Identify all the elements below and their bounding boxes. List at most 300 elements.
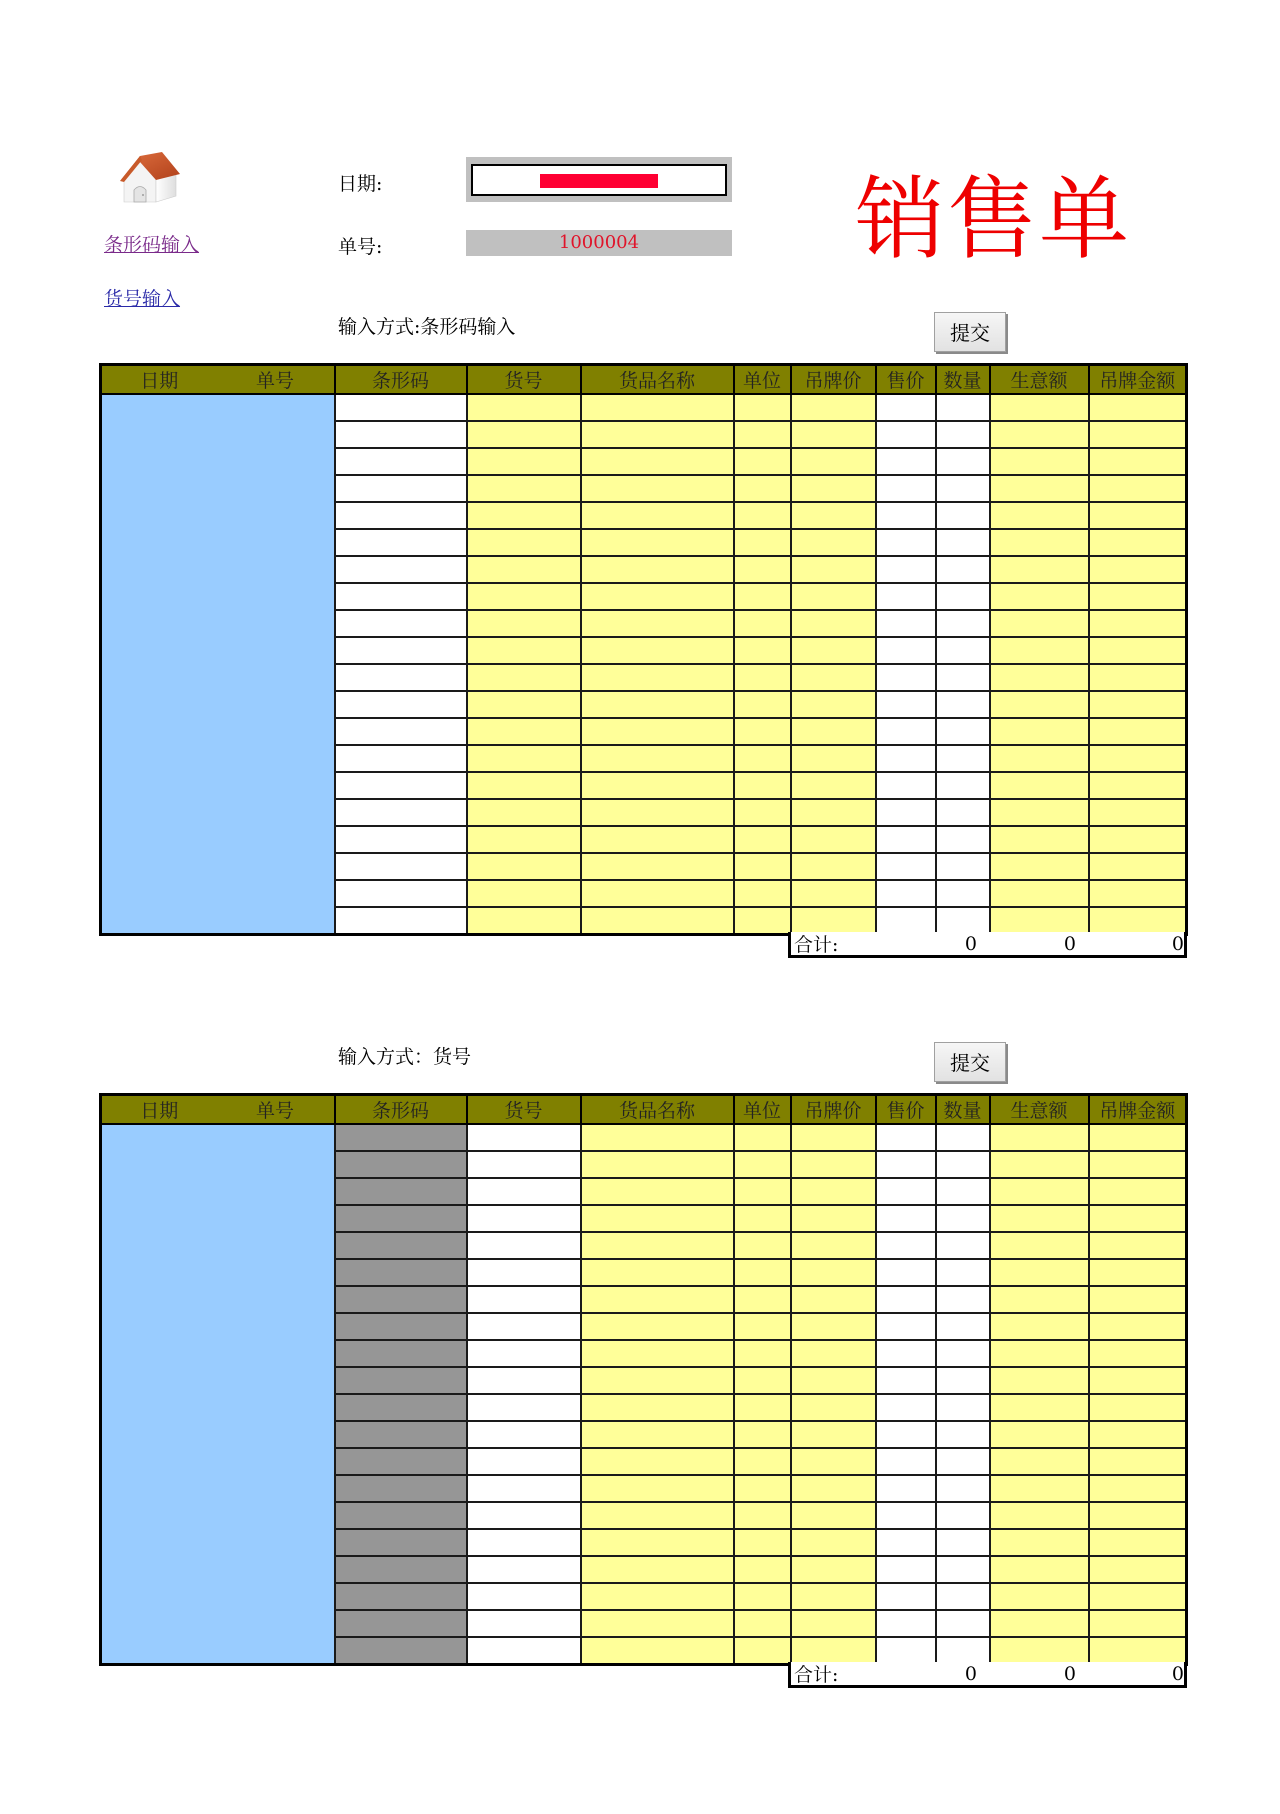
cell-item-name (581, 1610, 734, 1637)
cell-tag-price (791, 1448, 876, 1475)
cell-sale-price[interactable] (876, 1178, 936, 1205)
cell-item-name (581, 1583, 734, 1610)
cell-item-no (467, 529, 581, 556)
cell-sale-price[interactable] (876, 1610, 936, 1637)
cell-item-no (467, 475, 581, 502)
cell-barcode[interactable] (335, 718, 467, 745)
cell-quantity[interactable] (936, 1421, 990, 1448)
cell-item-name (581, 1637, 734, 1665)
cell-barcode[interactable] (335, 394, 467, 421)
cell-sale-price[interactable] (876, 745, 936, 772)
date-field[interactable] (471, 164, 727, 196)
cell-tag-amount (1089, 394, 1187, 421)
cell-sales-amount (990, 475, 1089, 502)
cell-item-no[interactable] (467, 1286, 581, 1313)
cell-quantity[interactable] (936, 1475, 990, 1502)
cell-sale-price[interactable] (876, 1583, 936, 1610)
cell-sales-amount (990, 394, 1089, 421)
cell-sale-price[interactable] (876, 610, 936, 637)
date-order-readonly-block (101, 394, 335, 935)
cell-quantity[interactable] (936, 1448, 990, 1475)
cell-sales-amount (990, 1556, 1089, 1583)
cell-item-name (581, 556, 734, 583)
cell-item-no (467, 691, 581, 718)
cell-item-no (467, 907, 581, 935)
cell-sale-price[interactable] (876, 1556, 936, 1583)
cell-item-no[interactable] (467, 1529, 581, 1556)
cell-sale-price[interactable] (876, 853, 936, 880)
col-item-no: 货号 (467, 365, 581, 395)
date-field-frame (466, 157, 732, 202)
cell-sale-price[interactable] (876, 718, 936, 745)
cell-sale-price[interactable] (876, 691, 936, 718)
cell-item-no (467, 745, 581, 772)
cell-barcode[interactable] (335, 421, 467, 448)
cell-tag-price (791, 799, 876, 826)
cell-quantity[interactable] (936, 853, 990, 880)
cell-sales-amount (990, 1232, 1089, 1259)
cell-sale-price[interactable] (876, 1502, 936, 1529)
cell-sale-price[interactable] (876, 421, 936, 448)
cell-quantity[interactable] (936, 529, 990, 556)
cell-tag-amount (1089, 1421, 1187, 1448)
cell-item-no[interactable] (467, 1556, 581, 1583)
cell-tag-price (791, 394, 876, 421)
cell-item-no (467, 502, 581, 529)
cell-sale-price[interactable] (876, 1637, 936, 1665)
cell-quantity[interactable] (936, 1529, 990, 1556)
cell-item-no (467, 718, 581, 745)
cell-quantity[interactable] (936, 637, 990, 664)
cell-item-name (581, 1151, 734, 1178)
total-sales-amount: 0 (1063, 1662, 1076, 1685)
cell-sale-price[interactable] (876, 1313, 936, 1340)
cell-sale-price[interactable] (876, 1421, 936, 1448)
cell-sale-price[interactable] (876, 556, 936, 583)
cell-quantity[interactable] (936, 1178, 990, 1205)
col-item-name: 货品名称 (581, 365, 734, 395)
cell-tag-amount (1089, 772, 1187, 799)
cell-barcode[interactable] (335, 691, 467, 718)
cell-item-name (581, 1394, 734, 1421)
cell-item-name (581, 529, 734, 556)
cell-item-name (581, 1124, 734, 1151)
cell-quantity[interactable] (936, 502, 990, 529)
cell-unit (734, 1475, 791, 1502)
cell-barcode[interactable] (335, 907, 467, 935)
cell-tag-price (791, 1421, 876, 1448)
cell-sales-amount (990, 1259, 1089, 1286)
cell-barcode[interactable] (335, 799, 467, 826)
cell-unit (734, 772, 791, 799)
cell-sale-price[interactable] (876, 907, 936, 935)
cell-item-no[interactable] (467, 1502, 581, 1529)
submit-button-1[interactable]: 提交 (934, 312, 1006, 352)
cell-tag-amount (1089, 853, 1187, 880)
cell-tag-price (791, 1151, 876, 1178)
cell-item-no[interactable] (467, 1340, 581, 1367)
cell-quantity[interactable] (936, 1124, 990, 1151)
cell-sales-amount (990, 1502, 1089, 1529)
cell-tag-price (791, 1475, 876, 1502)
cell-item-name (581, 1205, 734, 1232)
cell-quantity[interactable] (936, 826, 990, 853)
cell-item-no[interactable] (467, 1259, 581, 1286)
cell-item-no[interactable] (467, 1151, 581, 1178)
cell-unit (734, 1448, 791, 1475)
cell-barcode (335, 1367, 467, 1394)
cell-barcode (335, 1610, 467, 1637)
cell-sale-price[interactable] (876, 664, 936, 691)
cell-tag-amount (1089, 1205, 1187, 1232)
cell-sale-price[interactable] (876, 1475, 936, 1502)
cell-sales-amount (990, 853, 1089, 880)
cell-barcode (335, 1421, 467, 1448)
cell-sales-amount (990, 1610, 1089, 1637)
cell-unit (734, 421, 791, 448)
cell-tag-price (791, 772, 876, 799)
cell-sale-price[interactable] (876, 1394, 936, 1421)
totals-row-1 (788, 932, 1187, 958)
cell-item-name (581, 691, 734, 718)
cell-tag-price (791, 664, 876, 691)
cell-sales-amount (990, 772, 1089, 799)
cell-quantity[interactable] (936, 394, 990, 421)
submit-button-2[interactable]: 提交 (934, 1042, 1006, 1082)
home-icon[interactable] (116, 148, 182, 206)
cell-quantity[interactable] (936, 1583, 990, 1610)
cell-sales-amount (990, 1637, 1089, 1665)
cell-unit (734, 1367, 791, 1394)
cell-sale-price[interactable] (876, 1259, 936, 1286)
cell-sale-price[interactable] (876, 772, 936, 799)
cell-item-no (467, 583, 581, 610)
col-tag-amount: 吊牌金额 (1089, 1095, 1187, 1125)
cell-tag-amount (1089, 556, 1187, 583)
cell-sale-price[interactable] (876, 799, 936, 826)
cell-item-name (581, 448, 734, 475)
table-header-row (101, 1095, 1187, 1125)
order-no-label: 单号: (338, 236, 383, 258)
cell-sale-price[interactable] (876, 394, 936, 421)
totals-label: 合计: (794, 1664, 839, 1686)
cell-tag-price (791, 1610, 876, 1637)
cell-item-name (581, 907, 734, 935)
cell-unit (734, 637, 791, 664)
cell-tag-amount (1089, 826, 1187, 853)
cell-sales-amount (990, 502, 1089, 529)
cell-item-no (467, 799, 581, 826)
cell-tag-amount (1089, 907, 1187, 935)
cell-item-no[interactable] (467, 1124, 581, 1151)
cell-unit (734, 1232, 791, 1259)
cell-barcode[interactable] (335, 745, 467, 772)
cell-quantity[interactable] (936, 475, 990, 502)
cell-quantity[interactable] (936, 772, 990, 799)
cell-item-name (581, 637, 734, 664)
col-unit: 单位 (734, 365, 791, 395)
total-sales-amount: 0 (1063, 932, 1076, 955)
cell-sale-price[interactable] (876, 1205, 936, 1232)
total-tag-amount: 0 (1171, 1662, 1184, 1685)
cell-item-name (581, 1367, 734, 1394)
cell-barcode (335, 1205, 467, 1232)
cell-item-no (467, 826, 581, 853)
cell-unit (734, 799, 791, 826)
cell-unit (734, 1178, 791, 1205)
cell-item-no[interactable] (467, 1421, 581, 1448)
cell-barcode[interactable] (335, 610, 467, 637)
cell-sale-price[interactable] (876, 1124, 936, 1151)
col-barcode: 条形码 (335, 1095, 467, 1125)
cell-item-name (581, 1340, 734, 1367)
cell-barcode (335, 1394, 467, 1421)
cell-tag-price (791, 853, 876, 880)
cell-tag-price (791, 1340, 876, 1367)
cell-unit (734, 1205, 791, 1232)
cell-tag-price (791, 1205, 876, 1232)
cell-quantity[interactable] (936, 799, 990, 826)
cell-unit (734, 1313, 791, 1340)
cell-barcode[interactable] (335, 583, 467, 610)
cell-barcode[interactable] (335, 664, 467, 691)
cell-unit (734, 1394, 791, 1421)
cell-unit (734, 880, 791, 907)
col-unit: 单位 (734, 1095, 791, 1125)
cell-quantity[interactable] (936, 1232, 990, 1259)
cell-sale-price[interactable] (876, 502, 936, 529)
cell-sale-price[interactable] (876, 475, 936, 502)
cell-unit (734, 826, 791, 853)
cell-tag-price (791, 718, 876, 745)
cell-unit (734, 1259, 791, 1286)
cell-unit (734, 1502, 791, 1529)
cell-tag-price (791, 529, 876, 556)
cell-unit (734, 556, 791, 583)
cell-tag-price (791, 502, 876, 529)
cell-sales-amount (990, 421, 1089, 448)
cell-unit (734, 1340, 791, 1367)
cell-sale-price[interactable] (876, 1232, 936, 1259)
cell-barcode (335, 1529, 467, 1556)
cell-unit (734, 1124, 791, 1151)
cell-sales-amount (990, 826, 1089, 853)
table-header-row (101, 365, 1187, 395)
cell-barcode[interactable] (335, 529, 467, 556)
cell-barcode (335, 1286, 467, 1313)
cell-quantity[interactable] (936, 1556, 990, 1583)
cell-barcode (335, 1448, 467, 1475)
cell-item-name (581, 1259, 734, 1286)
cell-quantity[interactable] (936, 1637, 990, 1665)
cell-sales-amount (990, 1394, 1089, 1421)
cell-tag-amount (1089, 448, 1187, 475)
barcode-input-link[interactable]: 条形码输入 (104, 234, 200, 256)
cell-tag-amount (1089, 637, 1187, 664)
cell-sale-price[interactable] (876, 583, 936, 610)
cell-sales-amount (990, 1583, 1089, 1610)
cell-tag-price (791, 1502, 876, 1529)
cell-tag-amount (1089, 610, 1187, 637)
cell-tag-amount (1089, 1394, 1187, 1421)
col-date: 日期 (101, 1095, 217, 1125)
cell-sale-price[interactable] (876, 529, 936, 556)
cell-quantity[interactable] (936, 664, 990, 691)
cell-unit (734, 610, 791, 637)
col-tag-price: 吊牌价 (791, 1095, 876, 1125)
cell-sale-price[interactable] (876, 1340, 936, 1367)
cell-item-no (467, 448, 581, 475)
cell-quantity[interactable] (936, 745, 990, 772)
cell-tag-price (791, 1286, 876, 1313)
cell-item-no[interactable] (467, 1232, 581, 1259)
cell-unit (734, 394, 791, 421)
cell-barcode (335, 1583, 467, 1610)
cell-quantity[interactable] (936, 1394, 990, 1421)
cell-quantity[interactable] (936, 1367, 990, 1394)
cell-item-no[interactable] (467, 1205, 581, 1232)
cell-quantity[interactable] (936, 583, 990, 610)
cell-sales-amount (990, 1178, 1089, 1205)
cell-barcode[interactable] (335, 880, 467, 907)
cell-item-name (581, 772, 734, 799)
cell-item-no[interactable] (467, 1313, 581, 1340)
cell-quantity[interactable] (936, 610, 990, 637)
cell-quantity[interactable] (936, 1340, 990, 1367)
cell-item-name (581, 1232, 734, 1259)
cell-item-no (467, 664, 581, 691)
cell-sales-amount (990, 691, 1089, 718)
cell-item-name (581, 394, 734, 421)
cell-item-no[interactable] (467, 1583, 581, 1610)
cell-tag-amount (1089, 799, 1187, 826)
cell-quantity[interactable] (936, 1502, 990, 1529)
cell-barcode[interactable] (335, 772, 467, 799)
cell-tag-amount (1089, 502, 1187, 529)
cell-item-no[interactable] (467, 1394, 581, 1421)
cell-barcode (335, 1340, 467, 1367)
cell-barcode[interactable] (335, 448, 467, 475)
cell-quantity[interactable] (936, 1259, 990, 1286)
cell-sale-price[interactable] (876, 880, 936, 907)
col-quantity: 数量 (936, 1095, 990, 1125)
cell-tag-price (791, 1529, 876, 1556)
col-sale-price: 售价 (876, 1095, 936, 1125)
cell-tag-amount (1089, 1475, 1187, 1502)
cell-quantity[interactable] (936, 1610, 990, 1637)
cell-item-name (581, 1313, 734, 1340)
cell-tag-price (791, 880, 876, 907)
cell-unit (734, 475, 791, 502)
cell-barcode[interactable] (335, 556, 467, 583)
cell-item-no[interactable] (467, 1367, 581, 1394)
cell-sale-price[interactable] (876, 1151, 936, 1178)
cell-unit (734, 448, 791, 475)
col-order-no: 单号 (217, 1095, 335, 1125)
cell-unit (734, 1421, 791, 1448)
cell-tag-amount (1089, 691, 1187, 718)
cell-quantity[interactable] (936, 1205, 990, 1232)
cell-tag-amount (1089, 1583, 1187, 1610)
itemno-input-link[interactable]: 货号输入 (104, 288, 181, 310)
cell-sale-price[interactable] (876, 1529, 936, 1556)
cell-unit (734, 1151, 791, 1178)
cell-sale-price[interactable] (876, 637, 936, 664)
cell-quantity[interactable] (936, 421, 990, 448)
cell-unit (734, 664, 791, 691)
cell-unit (734, 1286, 791, 1313)
cell-quantity[interactable] (936, 1286, 990, 1313)
cell-item-name (581, 1529, 734, 1556)
date-order-readonly-block (101, 1124, 335, 1665)
cell-barcode[interactable] (335, 637, 467, 664)
cell-quantity[interactable] (936, 1313, 990, 1340)
cell-barcode (335, 1475, 467, 1502)
cell-quantity[interactable] (936, 556, 990, 583)
cell-item-no[interactable] (467, 1637, 581, 1665)
cell-sale-price[interactable] (876, 826, 936, 853)
cell-quantity[interactable] (936, 1151, 990, 1178)
cell-item-no[interactable] (467, 1475, 581, 1502)
cell-sales-amount (990, 1367, 1089, 1394)
cell-quantity[interactable] (936, 448, 990, 475)
cell-sale-price[interactable] (876, 1448, 936, 1475)
cell-item-no (467, 421, 581, 448)
cell-item-no[interactable] (467, 1178, 581, 1205)
col-tag-amount: 吊牌金额 (1089, 365, 1187, 395)
cell-quantity[interactable] (936, 880, 990, 907)
cell-quantity[interactable] (936, 907, 990, 935)
cell-unit (734, 1529, 791, 1556)
cell-tag-amount (1089, 1556, 1187, 1583)
cell-tag-price (791, 1178, 876, 1205)
cell-tag-price (791, 1124, 876, 1151)
cell-tag-amount (1089, 1124, 1187, 1151)
cell-item-no[interactable] (467, 1448, 581, 1475)
cell-tag-price (791, 421, 876, 448)
cell-item-no (467, 556, 581, 583)
cell-tag-price (791, 448, 876, 475)
total-tag-amount: 0 (1171, 932, 1184, 955)
cell-barcode[interactable] (335, 475, 467, 502)
cell-tag-amount (1089, 1259, 1187, 1286)
cell-sales-amount (990, 1151, 1089, 1178)
cell-unit (734, 1583, 791, 1610)
cell-tag-amount (1089, 1529, 1187, 1556)
cell-sale-price[interactable] (876, 1367, 936, 1394)
cell-tag-price (791, 745, 876, 772)
cell-tag-amount (1089, 1637, 1187, 1665)
cell-quantity[interactable] (936, 718, 990, 745)
cell-sales-amount (990, 556, 1089, 583)
cell-sales-amount (990, 880, 1089, 907)
cell-tag-price (791, 826, 876, 853)
cell-quantity[interactable] (936, 691, 990, 718)
cell-barcode[interactable] (335, 826, 467, 853)
cell-unit (734, 853, 791, 880)
cell-sales-amount (990, 664, 1089, 691)
col-quantity: 数量 (936, 365, 990, 395)
cell-sale-price[interactable] (876, 448, 936, 475)
col-sales-amount: 生意额 (990, 365, 1089, 395)
cell-sale-price[interactable] (876, 1286, 936, 1313)
sales-table-barcode (99, 363, 1188, 936)
cell-barcode (335, 1259, 467, 1286)
cell-item-no[interactable] (467, 1610, 581, 1637)
cell-item-name (581, 1556, 734, 1583)
cell-barcode[interactable] (335, 853, 467, 880)
cell-barcode[interactable] (335, 502, 467, 529)
